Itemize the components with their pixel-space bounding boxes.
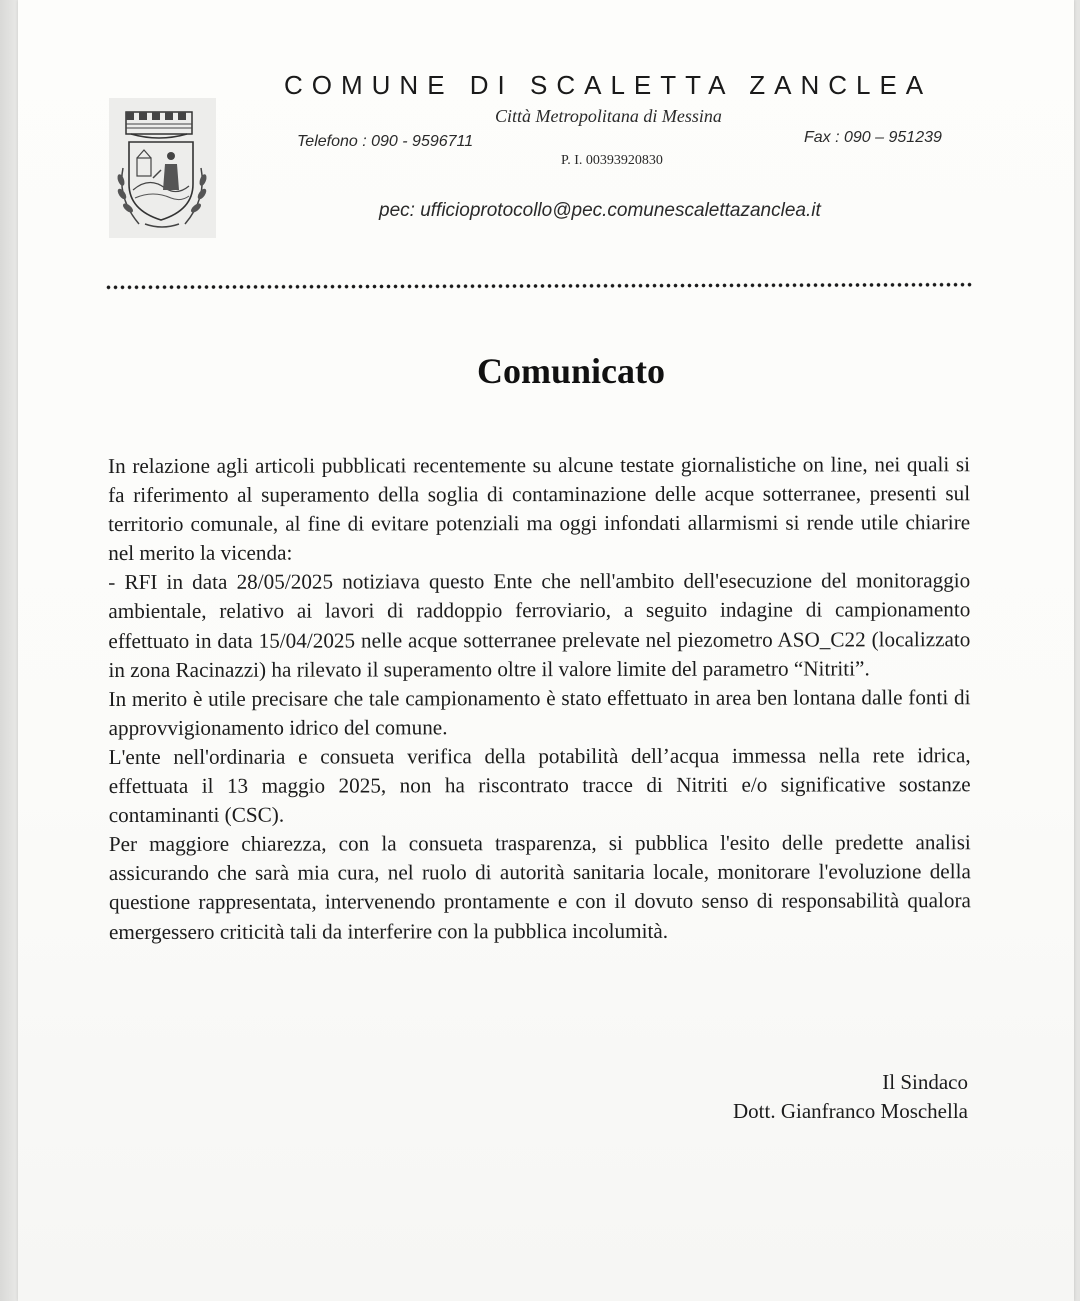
document-body [108,450,971,946]
paragraph-sampling-location: In merito è utile precisare che tale campionamento è stato effettuato in area ben lontana dalle fonti di approvvigionamento idrico del comune. [108,684,971,740]
vat-number: P. I. 00393920830 [561,153,663,168]
paragraph-intro: In relazione agli articoli pubblicati recentemente su alcune testate giornalistiche on line, nei quali si fa riferimento al superamento della soglia di contaminazione delle acque sotterranee, presenti sul territorio comunale, al fine di evitare potenziali ma oggi infondati allarmismi si rende utile chiarire nel merito la vicenda: [108,452,971,566]
fax-number: Fax : 090 – 951239 [804,129,942,146]
municipal-crest-icon [109,98,216,238]
document-title: Comunicato [477,351,665,391]
phone-number: Telefono : 090 - 9596711 [297,133,474,150]
municipality-title: COMUNE DI SCALETTA ZANCLEA [284,70,933,100]
signature-block [733,1068,968,1126]
paragraph-rfi-notice: - RFI in data 28/05/2025 notiziava questo Ente che nell'ambito dell'esecuzione del monitoraggio ambientale, relativo ai lavori di raddoppio ferroviario, a seguito indagine di campionamento effettuato in data 15/04/2025 nelle acque sotterranee prelevate nel piezometro ASO_C22 (localizzato in zona Racinazzi) ha rilevato il superamento oltre il valore limite del parametro “Nitriti”. [108,568,971,682]
pec-email: pec: ufficioprotocollo@pec.comunescalettazanclea.it [379,200,821,221]
signature-name: Dott. Gianfranco Moschella [732,1099,968,1123]
metropolitan-city-subtitle: Città Metropolitana di Messina [495,106,722,126]
paragraph-transparency: Per maggiore chiarezza, con la consueta trasparenza, si pubblica l'esito delle predette analisi assicurando che sarà mia cura, nel ruolo di autorità sanitaria locale, monitorare l'evoluzione della questione rappresentata, intervenendo prontamente e con il dovuto senso di responsabilità qualora emergessero criticità tali da interferire con la pubblica incolumità. [108,830,971,944]
paper-edge [0,0,18,1301]
paragraph-potability-check: L'ente nell'ordinaria e consueta verifica della potabilità dell’acqua immessa nella rete idrica, effettuata il 13 maggio 2025, non ha riscontrato tracce di Nitriti e/o significative sostanze contaminanti (CSC). [108,743,971,828]
signature-role: Il Sindaco [882,1070,968,1094]
